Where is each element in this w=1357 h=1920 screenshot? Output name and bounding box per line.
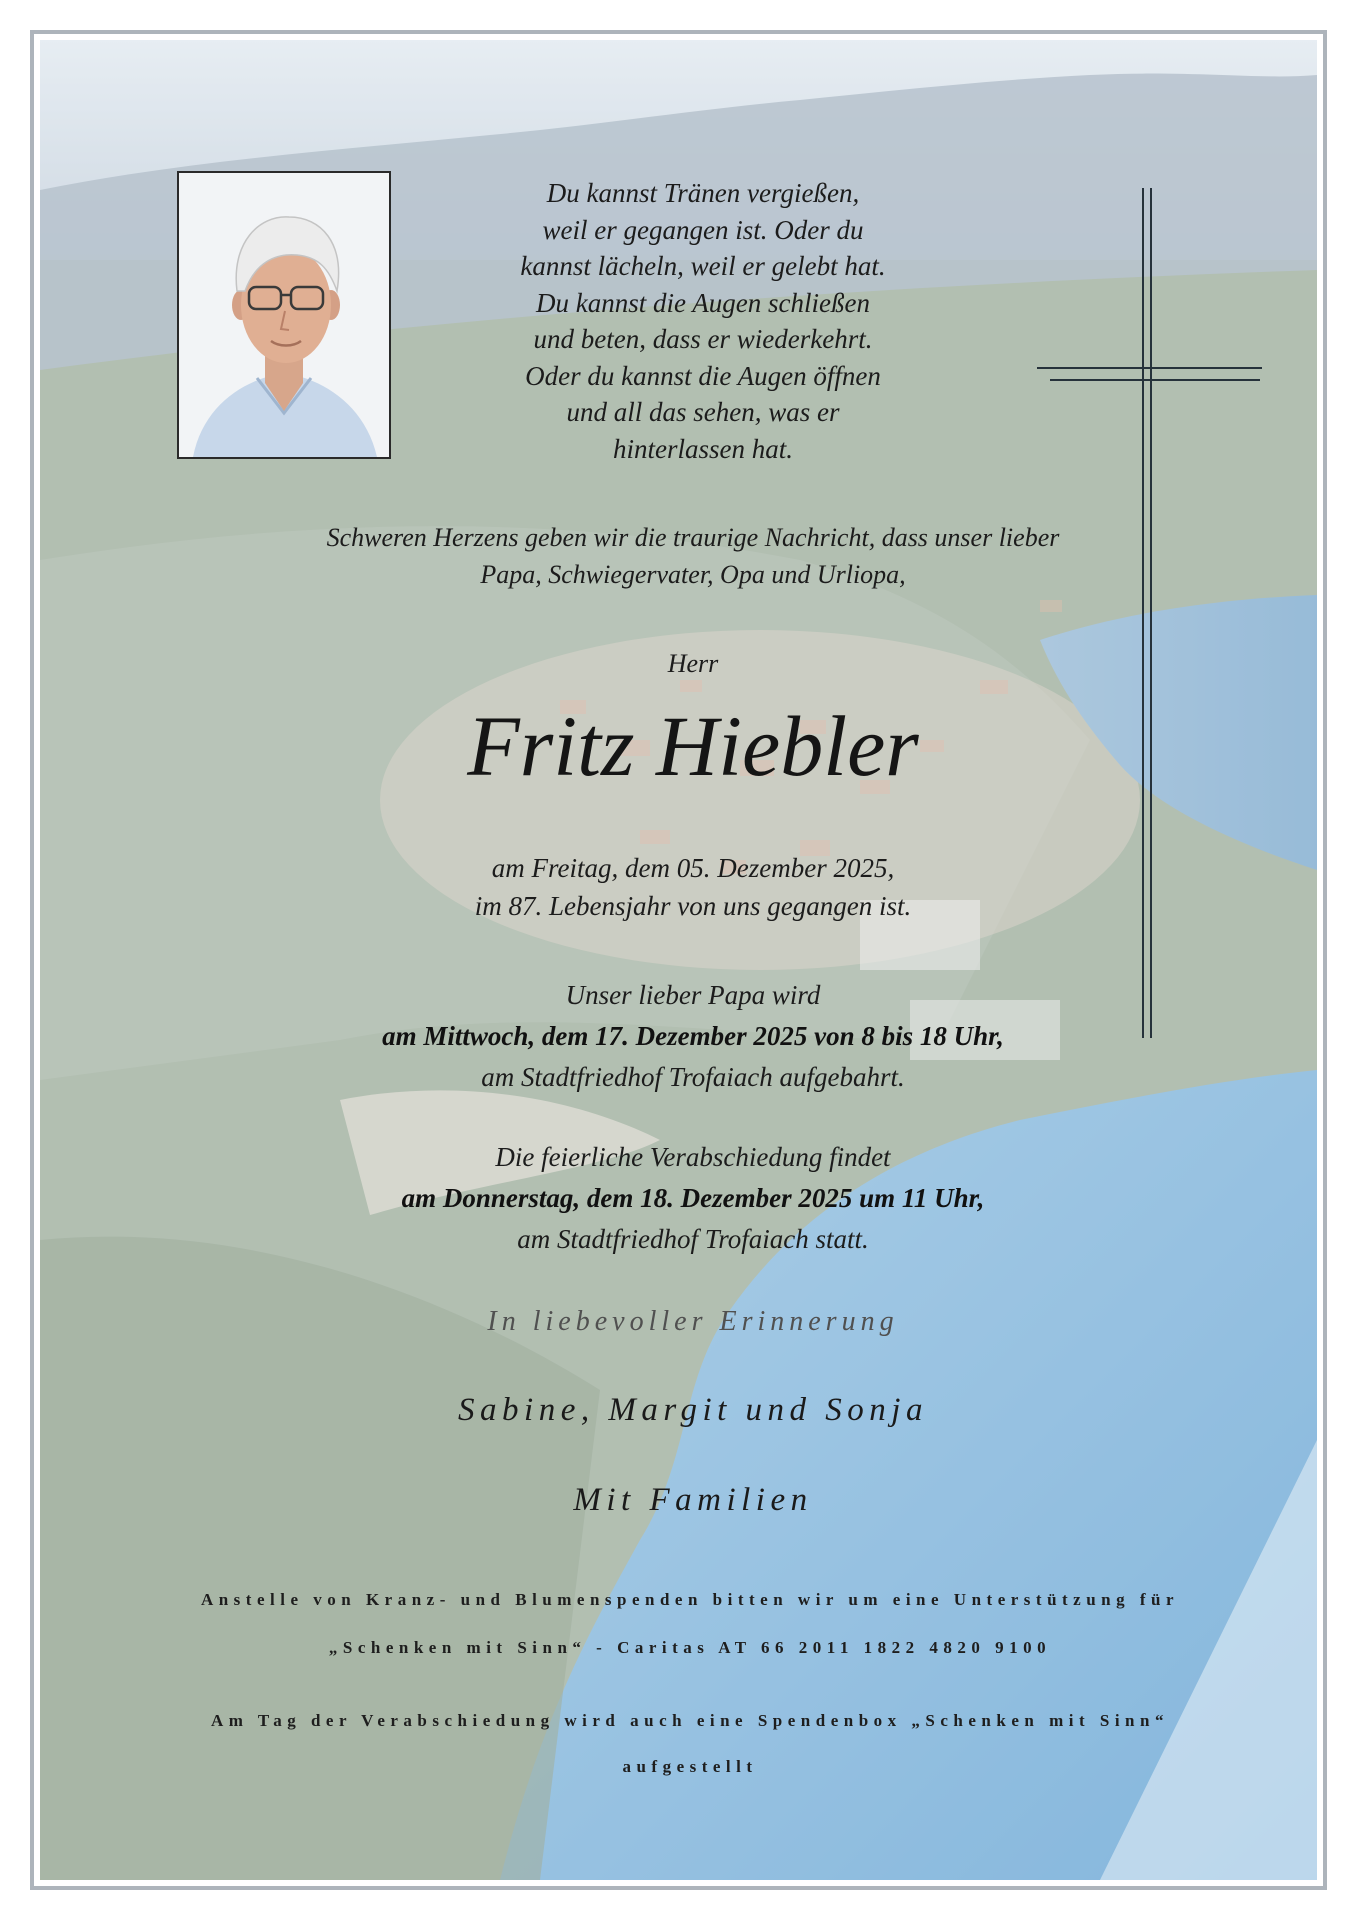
viewing-place: am Stadtfriedhof Trofaiach aufgebahrt. (481, 1062, 905, 1092)
poem-line: Oder du kannst die Augen öffnen (525, 360, 881, 391)
announcement-line: Papa, Schwiegervater, Opa und Urliopa, (480, 560, 906, 589)
poem-line: und beten, dass er wiederkehrt. (533, 324, 873, 354)
poem (453, 175, 953, 467)
passing-age: im 87. Lebensjahr von uns gegangen ist. (474, 891, 912, 921)
viewing-intro: Unser lieber Papa wird (565, 980, 821, 1010)
announcement-line: Schweren Herzens geben wir die traurige Nachricht, dass unser lieber (326, 523, 1060, 552)
donation-box-note-end: aufgestellt (622, 1757, 758, 1776)
farewell-date: am Donnerstag, dem 18. Dezember 2025 um 11 Uhr, (401, 1183, 985, 1213)
poem-line: weil er gegangen ist. Oder du (542, 214, 864, 245)
poem-line: Du kannst die Augen schließen (536, 287, 870, 318)
poem-line: hinterlassen hat. (613, 433, 793, 464)
donation-request: Anstelle von Kranz- und Blumenspenden bitten wir um eine Unterstützung für (200, 1590, 1180, 1609)
donation-account: „Schenken mit Sinn“ - Caritas AT 66 2011 1822 4820 9100 (328, 1638, 1052, 1657)
farewell-place: am Stadtfriedhof Trofaiach statt. (517, 1224, 869, 1254)
salutation: Herr (667, 649, 719, 678)
farewell-intro: Die feierliche Verabschiedung findet (495, 1142, 891, 1172)
poem-line: und all das sehen, was er (566, 397, 840, 427)
passing-date: am Freitag, dem 05. Dezember 2025, (491, 853, 895, 883)
remembrance-line: In liebevoller Erinnerung (487, 1306, 899, 1337)
viewing-date: am Mittwoch, dem 17. Dezember 2025 von 8 bis 18 Uhr, (382, 1021, 1004, 1051)
viewing-details (193, 975, 1193, 1098)
poem-line: kannst lächeln, weil er gelebt hat. (520, 251, 886, 281)
portrait-image (179, 173, 389, 457)
families-line: Mit Familien (573, 1482, 813, 1518)
passing-details (193, 849, 1193, 925)
poem-line: Du kannst Tränen vergießen, (546, 178, 860, 208)
farewell-details (193, 1137, 1193, 1260)
donation-box-note: Am Tag der Verabschiedung wird auch eine Spendenbox „Schenken mit Sinn“ (211, 1711, 1169, 1730)
deceased-name: Fritz Hiebler (467, 698, 919, 794)
mourners-names: Sabine, Margit und Sonja (458, 1392, 928, 1428)
portrait-photo (177, 171, 391, 459)
announcement (193, 519, 1193, 593)
